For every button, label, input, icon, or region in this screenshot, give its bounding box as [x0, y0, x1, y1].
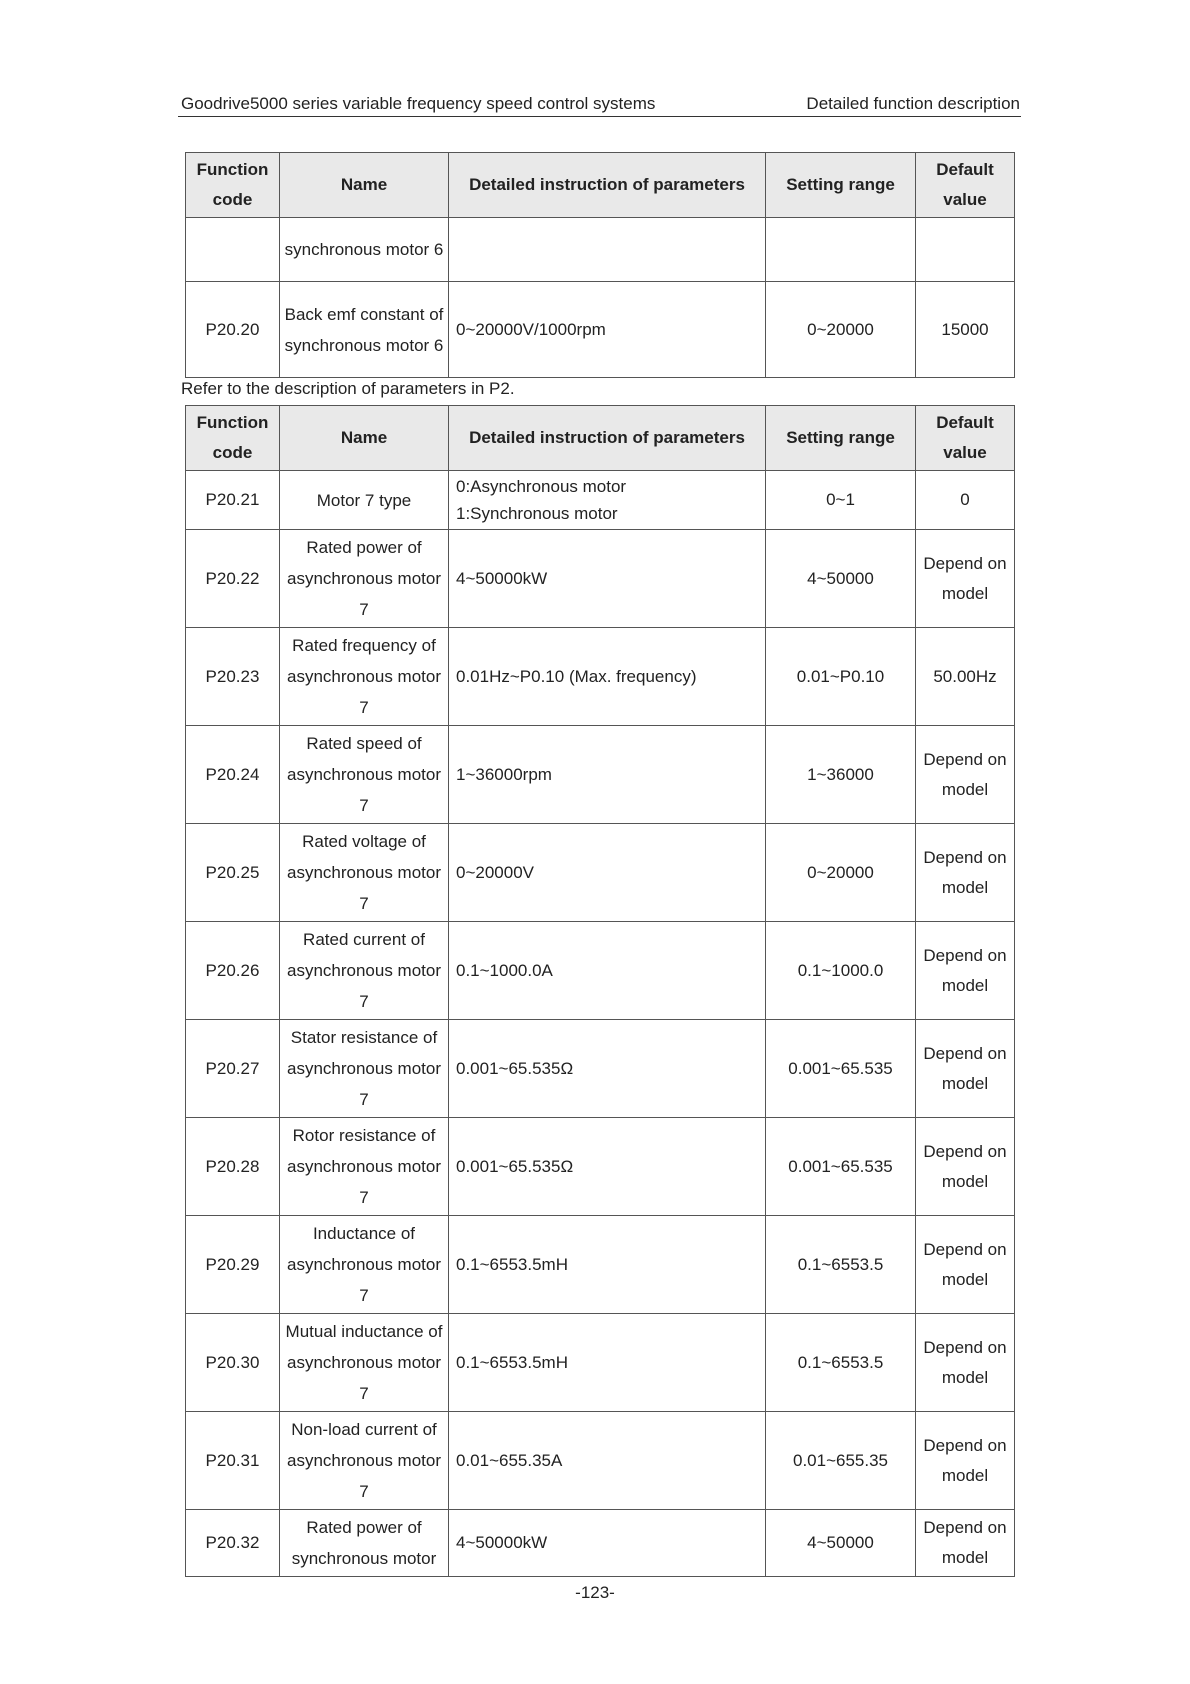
table-header-row	[186, 153, 1015, 218]
header-divider	[178, 116, 1021, 117]
default-cell: Depend on model	[916, 530, 1015, 628]
function-code-cell: P20.26	[186, 922, 280, 1020]
default-cell: Depend on model	[916, 1020, 1015, 1118]
reference-note: Refer to the description of parameters in P2.	[181, 379, 515, 398]
name-cell: Rated voltage of asynchronous motor 7	[280, 824, 449, 922]
detail-cell: 0.001~65.535Ω	[449, 1020, 766, 1118]
default-cell: Depend on model	[916, 922, 1015, 1020]
function-code-cell: P20.31	[186, 1412, 280, 1510]
default-cell: Depend on model	[916, 1314, 1015, 1412]
function-code-cell	[186, 218, 280, 282]
detail-cell: 0~20000V	[449, 824, 766, 922]
name-cell: Rated speed of asynchronous motor 7	[280, 726, 449, 824]
table-row	[186, 282, 1015, 378]
name-cell: Mutual inductance of asynchronous motor 7	[280, 1314, 449, 1412]
detail-cell: 0.001~65.535Ω	[449, 1118, 766, 1216]
detail-cell: 0.1~6553.5mH	[449, 1216, 766, 1314]
detail-cell: 0.1~1000.0A	[449, 922, 766, 1020]
name-cell: synchronous motor 6	[280, 218, 449, 282]
column-header-range: Setting range	[766, 406, 916, 471]
default-cell: Depend on model	[916, 1216, 1015, 1314]
range-cell: 0~1	[766, 471, 916, 530]
function-code-cell: P20.20	[186, 282, 280, 378]
parameter-table-p20-20	[185, 152, 1015, 378]
name-cell: Non-load current of asynchronous motor 7	[280, 1412, 449, 1510]
column-header-detail: Detailed instruction of parameters	[449, 406, 766, 471]
table-row	[186, 922, 1015, 1020]
name-cell: Rated power of synchronous motor	[280, 1510, 449, 1577]
column-header-detail: Detailed instruction of parameters	[449, 153, 766, 218]
default-cell	[916, 218, 1015, 282]
detail-cell: 4~50000kW	[449, 1510, 766, 1577]
detail-cell: 0.01~655.35A	[449, 1412, 766, 1510]
table-header-row	[186, 406, 1015, 471]
function-code-cell: P20.29	[186, 1216, 280, 1314]
column-header-name: Name	[280, 406, 449, 471]
name-cell: Rated current of asynchronous motor 7	[280, 922, 449, 1020]
name-cell: Rated frequency of asynchronous motor 7	[280, 628, 449, 726]
function-code-cell: P20.32	[186, 1510, 280, 1577]
parameter-table-motor-7	[185, 405, 1015, 1577]
range-cell: 1~36000	[766, 726, 916, 824]
range-cell: 0.1~6553.5	[766, 1216, 916, 1314]
default-cell: Depend on model	[916, 1412, 1015, 1510]
function-code-cell: P20.22	[186, 530, 280, 628]
table-row	[186, 1216, 1015, 1314]
table-row	[186, 1020, 1015, 1118]
name-cell: Stator resistance of asynchronous motor 7	[280, 1020, 449, 1118]
range-cell: 0.01~P0.10	[766, 628, 916, 726]
range-cell	[766, 218, 916, 282]
detail-cell	[449, 218, 766, 282]
detail-cell: 0.1~6553.5mH	[449, 1314, 766, 1412]
table-row	[186, 1118, 1015, 1216]
range-cell: 0.01~655.35	[766, 1412, 916, 1510]
table-row	[186, 471, 1015, 530]
column-header-code: Function code	[186, 153, 280, 218]
function-code-cell: P20.21	[186, 471, 280, 530]
function-code-cell: P20.24	[186, 726, 280, 824]
name-cell: Inductance of asynchronous motor 7	[280, 1216, 449, 1314]
default-cell: 50.00Hz	[916, 628, 1015, 726]
page-number: -123-	[575, 1583, 615, 1602]
default-cell: Depend on model	[916, 726, 1015, 824]
range-cell: 0~20000	[766, 824, 916, 922]
table-row	[186, 628, 1015, 726]
range-cell: 4~50000	[766, 1510, 916, 1577]
column-header-default: Default value	[916, 406, 1015, 471]
column-header-code: Function code	[186, 406, 280, 471]
range-cell: 0.1~1000.0	[766, 922, 916, 1020]
table-row	[186, 530, 1015, 628]
name-cell: Rotor resistance of asynchronous motor 7	[280, 1118, 449, 1216]
function-code-cell: P20.28	[186, 1118, 280, 1216]
column-header-range: Setting range	[766, 153, 916, 218]
table-row	[186, 726, 1015, 824]
range-cell: 4~50000	[766, 530, 916, 628]
name-cell: Rated power of asynchronous motor 7	[280, 530, 449, 628]
function-code-cell: P20.25	[186, 824, 280, 922]
name-cell: Back emf constant of synchronous motor 6	[280, 282, 449, 378]
section-title: Detailed function description	[806, 94, 1020, 113]
name-cell: Motor 7 type	[280, 471, 449, 530]
default-cell: Depend on model	[916, 1510, 1015, 1577]
detail-cell: 0~20000V/1000rpm	[449, 282, 766, 378]
detail-cell: 4~50000kW	[449, 530, 766, 628]
table-row	[186, 1510, 1015, 1577]
default-cell: Depend on model	[916, 1118, 1015, 1216]
range-cell: 0.001~65.535	[766, 1118, 916, 1216]
function-code-cell: P20.27	[186, 1020, 280, 1118]
default-cell: Depend on model	[916, 824, 1015, 922]
range-cell: 0.1~6553.5	[766, 1314, 916, 1412]
default-cell: 15000	[916, 282, 1015, 378]
table-row	[186, 824, 1015, 922]
detail-cell: 0.01Hz~P0.10 (Max. frequency)	[449, 628, 766, 726]
table-row	[186, 1314, 1015, 1412]
column-header-name: Name	[280, 153, 449, 218]
detail-cell: 0:Asynchronous motor 1:Synchronous motor	[449, 471, 766, 530]
function-code-cell: P20.23	[186, 628, 280, 726]
detail-cell: 1~36000rpm	[449, 726, 766, 824]
function-code-cell: P20.30	[186, 1314, 280, 1412]
table-row	[186, 218, 1015, 282]
range-cell: 0~20000	[766, 282, 916, 378]
range-cell: 0.001~65.535	[766, 1020, 916, 1118]
document-title: Goodrive5000 series variable frequency speed control systems	[181, 94, 656, 113]
table-row	[186, 1412, 1015, 1510]
default-cell: 0	[916, 471, 1015, 530]
column-header-default: Default value	[916, 153, 1015, 218]
